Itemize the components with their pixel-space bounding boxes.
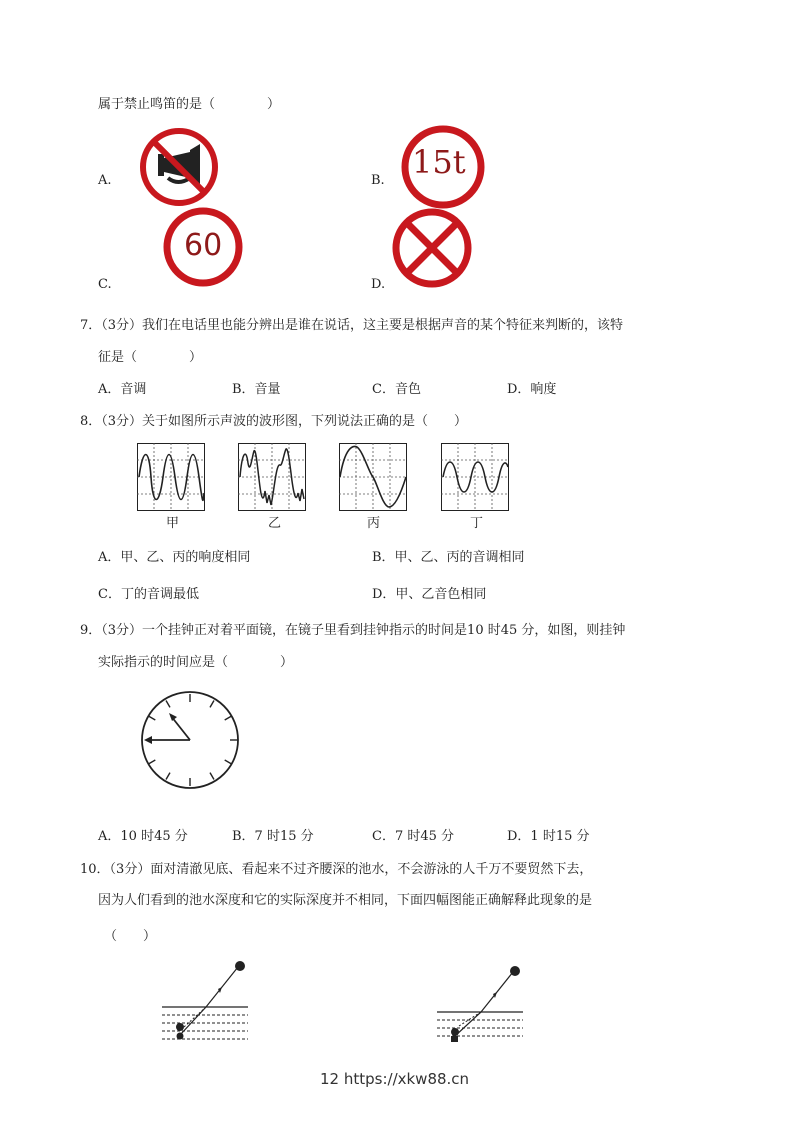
q9-option-a: A．10 时45 分	[98, 829, 188, 844]
q8-option-a: A．甲、乙、丙的响度相同	[98, 550, 251, 565]
waveform-jia	[137, 443, 205, 511]
q7-option-a: A．音调	[98, 382, 147, 397]
q10-line3: （ ）	[104, 929, 157, 944]
q9-line1: 9．（3分）一个挂钟正对着平面镜，在镜子里看到挂钟指示的时间是10 时45 分，如图，则挂钟	[80, 623, 626, 638]
page-footer: 12 https://xkw88.cn	[320, 1070, 470, 1088]
q9-option-d: D．1 时15 分	[507, 829, 590, 844]
q9-option-c: C．7 时45 分	[372, 829, 455, 844]
q10-line2: 因为人们看到的池水深度和它的实际深度并不相同，下面四幅图能正确解释此现象的是	[98, 893, 593, 908]
waveform-ding	[441, 443, 509, 511]
q6-option-c-label: C.	[98, 277, 112, 292]
no-horn-sign-icon	[138, 126, 220, 208]
q6-option-d-label: D.	[371, 277, 386, 292]
q9-option-b: B．7 时15 分	[232, 829, 314, 844]
waveform-label-bing: 丙	[367, 516, 381, 531]
no-stopping-sign-icon	[390, 206, 474, 290]
q7-line2: 征是（ ）	[98, 350, 203, 365]
waveform-yi	[238, 443, 306, 511]
waveform-label-ding: 丁	[470, 516, 484, 531]
refraction-diagram-b	[433, 960, 529, 1044]
q7-option-b: B．音量	[232, 382, 281, 397]
q8-option-c: C．丁的音调最低	[98, 587, 199, 602]
mirror-clock-icon	[138, 690, 242, 794]
speed-limit-text: 60	[184, 228, 223, 263]
q9-line2: 实际指示的时间应是（ ）	[98, 655, 294, 670]
q8-line1: 8．（3分）关于如图所示声波的波形图，下列说法正确的是（ ）	[80, 414, 468, 429]
q6-option-a-label: A.	[98, 173, 112, 188]
waveform-label-jia: 甲	[166, 516, 180, 531]
q6-option-b-label: B.	[371, 173, 385, 188]
weight-limit-text: 15t	[412, 143, 466, 181]
waveform-bing	[339, 443, 407, 511]
q7-option-d: D．响度	[507, 382, 557, 397]
q10-line1: 10．（3分）面对清澈见底、看起来不过齐腰深的池水，不会游泳的人千万不要贸然下去，	[80, 862, 593, 877]
q8-option-d: D．甲、乙音色相同	[372, 587, 487, 602]
q7-option-c: C．音色	[372, 382, 421, 397]
q8-option-b: B．甲、乙、丙的音调相同	[372, 550, 525, 565]
q7-line1: 7．（3分）我们在电话里也能分辨出是谁在说话，这主要是根据声音的某个特征来判断的，该特	[80, 318, 624, 333]
refraction-diagram-a	[158, 955, 254, 1045]
q6-stem: 属于禁止鸣笛的是（ ）	[98, 97, 281, 112]
waveform-label-yi: 乙	[268, 516, 282, 531]
